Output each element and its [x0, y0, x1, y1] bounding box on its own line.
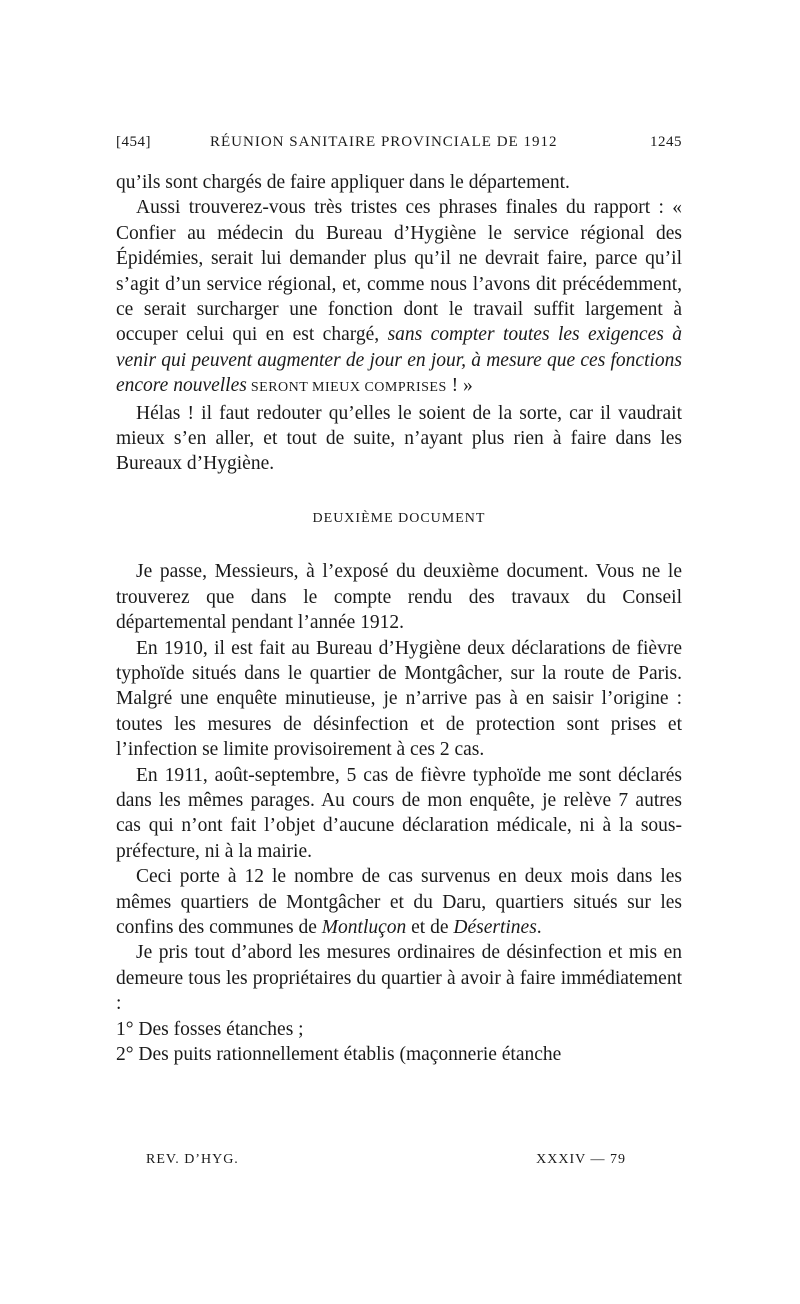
running-title: RÉUNION SANITAIRE PROVINCIALE DE 1912: [210, 134, 558, 150]
paragraph-continuation: qu’ils sont chargés de faire appliquer dans le département.: [116, 172, 570, 193]
body-text: [116, 170, 682, 1067]
paragraph: En 1911, août-septembre, 5 cas de fièvre typhoïde me sont déclarés dans les mêmes parages. Au cours de mon enquête, je relève 7 autres cas qui n’ont fait l’objet d’aucune déclaration médicale, ni à la sous-préfecture, ni à la mairie.: [116, 764, 682, 862]
paragraph-quote: [116, 195, 682, 400]
list-item: 1° Des fosses étanches ;: [116, 1018, 304, 1040]
small-caps-text: SERONT MIEUX COMPRISES: [246, 380, 447, 396]
page-number-left: [454]: [116, 134, 151, 150]
footer-signature: XXXIV — 79: [536, 1152, 626, 1167]
paragraph-text: et de: [406, 916, 454, 938]
page-number-right: 1245: [650, 134, 682, 150]
paragraph-text: ! »: [446, 375, 473, 397]
paragraph: Hélas ! il faut redouter qu’elles le soient de la sorte, car il vaudrait mieux s’en aller, et tout de suite, n’ayant plus rien à faire dans les Bureaux d’Hygiène.: [116, 402, 682, 475]
paragraph: Je pris tout d’abord les mesures ordinaires de désinfection et mis en demeure tous les propriétaires du quartier à avoir à faire immédiatement :: [116, 942, 682, 1015]
paragraph-text: Ceci porte à 12 le nombre de cas survenus en deux mois dans les mêmes quartiers de Montgâcher et du Daru, quartiers situés sur les confins des communes de: [116, 866, 682, 938]
italic-place-name: Montluçon: [321, 916, 407, 938]
paragraph: [116, 864, 682, 940]
italic-place-name: Désertines: [453, 916, 537, 938]
page-footer: [146, 1152, 626, 1172]
italic-text: sans compter toutes les exigences à venir qui peuvent augmenter de jour en jour, à mesure que ces fonctions encore nouvelles: [116, 324, 682, 397]
paragraph-text: Aussi trouverez-vous très tristes ces phrases finales du rapport : « Confier au médecin du Bureau d’Hygiène le service régional des Épidémies, serait lui demander plus qu’il ne devrait faire, parce qu’il s’agit d’un service régional, et, comme nous l’avons dit précédemment, ce serait surcharger une fonction dont le travail suffit largement à occuper celui qui en est chargé,: [116, 197, 682, 346]
paragraph: Je passe, Messieurs, à l’exposé du deuxième document. Vous ne le trouverez que dans le compte rendu des travaux du Conseil départemental pendant l’année 1912.: [116, 561, 682, 634]
paragraph-text: .: [536, 916, 542, 938]
footer-journal: REV. D’HYG.: [146, 1152, 239, 1167]
section-heading: DEUXIÈME DOCUMENT: [312, 510, 486, 526]
list-item: 2° Des puits rationnellement établis (maçonnerie étanche: [116, 1044, 562, 1065]
running-header: [116, 134, 682, 156]
paragraph: En 1910, il est fait au Bureau d’Hygiène deux déclarations de fièvre typhoïde situés dans le quartier de Montgâcher, sur la route de Paris. Malgré une enquête minutieuse, je n’arrive pas à en saisir l’origine : toutes les mesures de désinfection et de protection sont prises et l’infection se limite provisoirement à ces 2 cas.: [116, 637, 682, 761]
